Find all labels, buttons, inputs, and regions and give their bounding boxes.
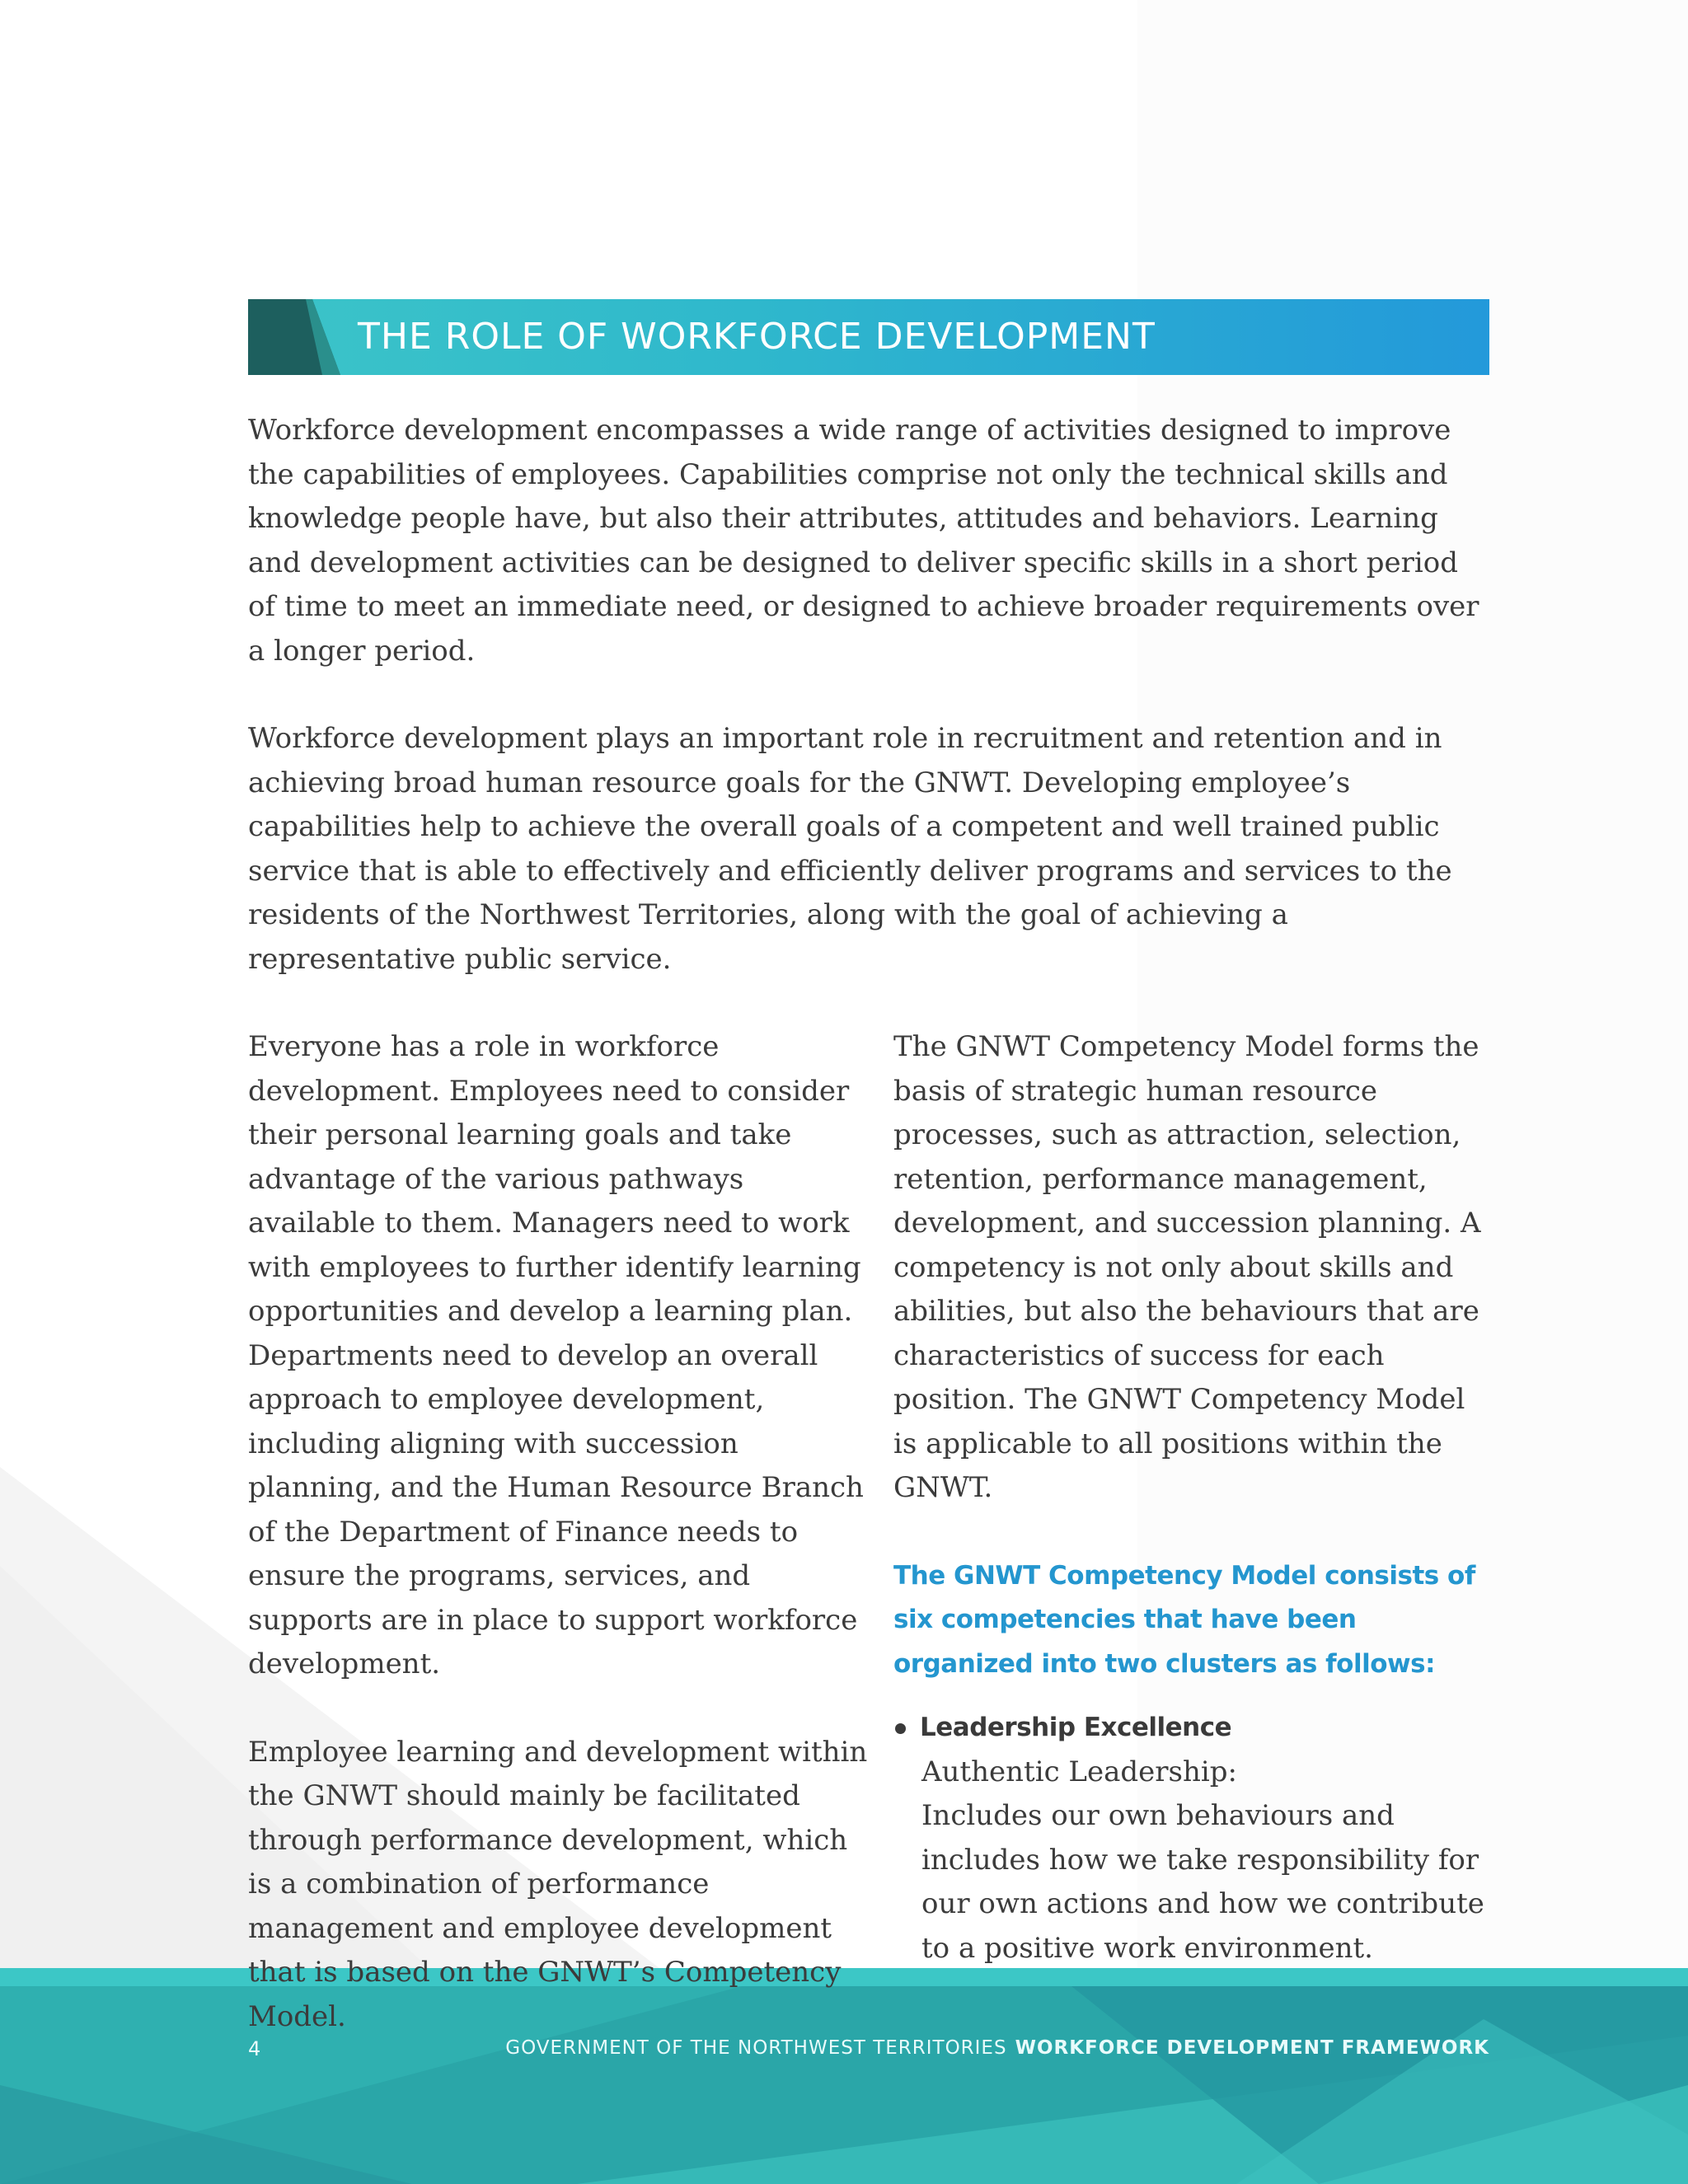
intro-paragraph: Workforce development encompasses a wide range of activities designed to improve the capabilities of employees. Capabilities comprise not only the technical skills and knowledge people have, but also their attributes, attitudes and behaviors. Learning and development activities can be designed to deliver specific skills in a short period of time to meet an immediate need, or designed to achieve broader requirements over a longer period. bbox=[248, 414, 1479, 668]
footer-organization: GOVERNMENT OF THE NORTHWEST TERRITORIES bbox=[505, 2037, 1007, 2059]
header-notch-decoration bbox=[248, 299, 347, 375]
bullet-description: Includes our own behaviours and includes how we take responsibility for our own actions and how we contribute to a positive work environment. bbox=[921, 1799, 1484, 1965]
page-content bbox=[248, 299, 1489, 2033]
employee-learning-paragraph: Employee learning and development within the GNWT should mainly be facilitated through performance development, which is a combination of performance management and employee development that is based on the GNWT’s Competency Model. bbox=[248, 1735, 868, 2033]
bullet-heading: Leadership Excellence bbox=[920, 1713, 1232, 1742]
competency-callout: The GNWT Competency Model consists of six competencies that have been organized into two clusters as follows: bbox=[893, 1560, 1475, 1679]
section-title: THE ROLE OF WORKFORCE DEVELOPMENT bbox=[358, 316, 1156, 358]
everyone-role-paragraph: Everyone has a role in workforce development. Employees need to consider their personal learning goals and take advantage of the various pathways available to them. Managers need to work with employees to further identify learning opportunities and develop a learning plan. Departments need to develop an overall approach to employee development, including aligning with succession planning, and the Human Resource Branch of the Department of Finance needs to ensure the programs, services, and supports are in place to support workforce development. bbox=[248, 1030, 864, 1680]
bullet-heading-row bbox=[893, 1706, 1489, 1750]
two-column-section bbox=[248, 1025, 1489, 2033]
page-number: 4 bbox=[248, 2037, 261, 2060]
left-column bbox=[248, 1025, 868, 2039]
competency-model-paragraph: The GNWT Competency Model forms the basis of strategic human resource processes, such as attraction, selection, retention, performance management, development, and succession planning. A competency is not only about skills and abilities, but also the behaviours that are characteristics of success for each position. The GNWT Competency Model is applicable to all positions within the GNWT. bbox=[893, 1030, 1481, 1504]
role-paragraph: Workforce development plays an important role in recruitment and retention and in achieving broad human resource goals for the GNWT. Developing employee’s capabilities help to achieve the overall goals of a competent and well trained public service that is able to effectively and efficiently deliver programs and services to the residents of the Northwest Territories, along with the goal of achieving a representative public service. bbox=[248, 722, 1452, 976]
right-column bbox=[893, 1025, 1489, 1971]
competency-bullet bbox=[893, 1706, 1489, 1971]
footer-document-title: WORKFORCE DEVELOPMENT FRAMEWORK bbox=[1015, 2037, 1489, 2059]
section-header-band bbox=[248, 299, 1489, 375]
footer-running-title bbox=[505, 2037, 1489, 2059]
bullet-subheading: Authentic Leadership: bbox=[921, 1755, 1237, 1788]
bullet-dot-icon bbox=[895, 1723, 906, 1734]
bullet-body bbox=[893, 1750, 1489, 1971]
